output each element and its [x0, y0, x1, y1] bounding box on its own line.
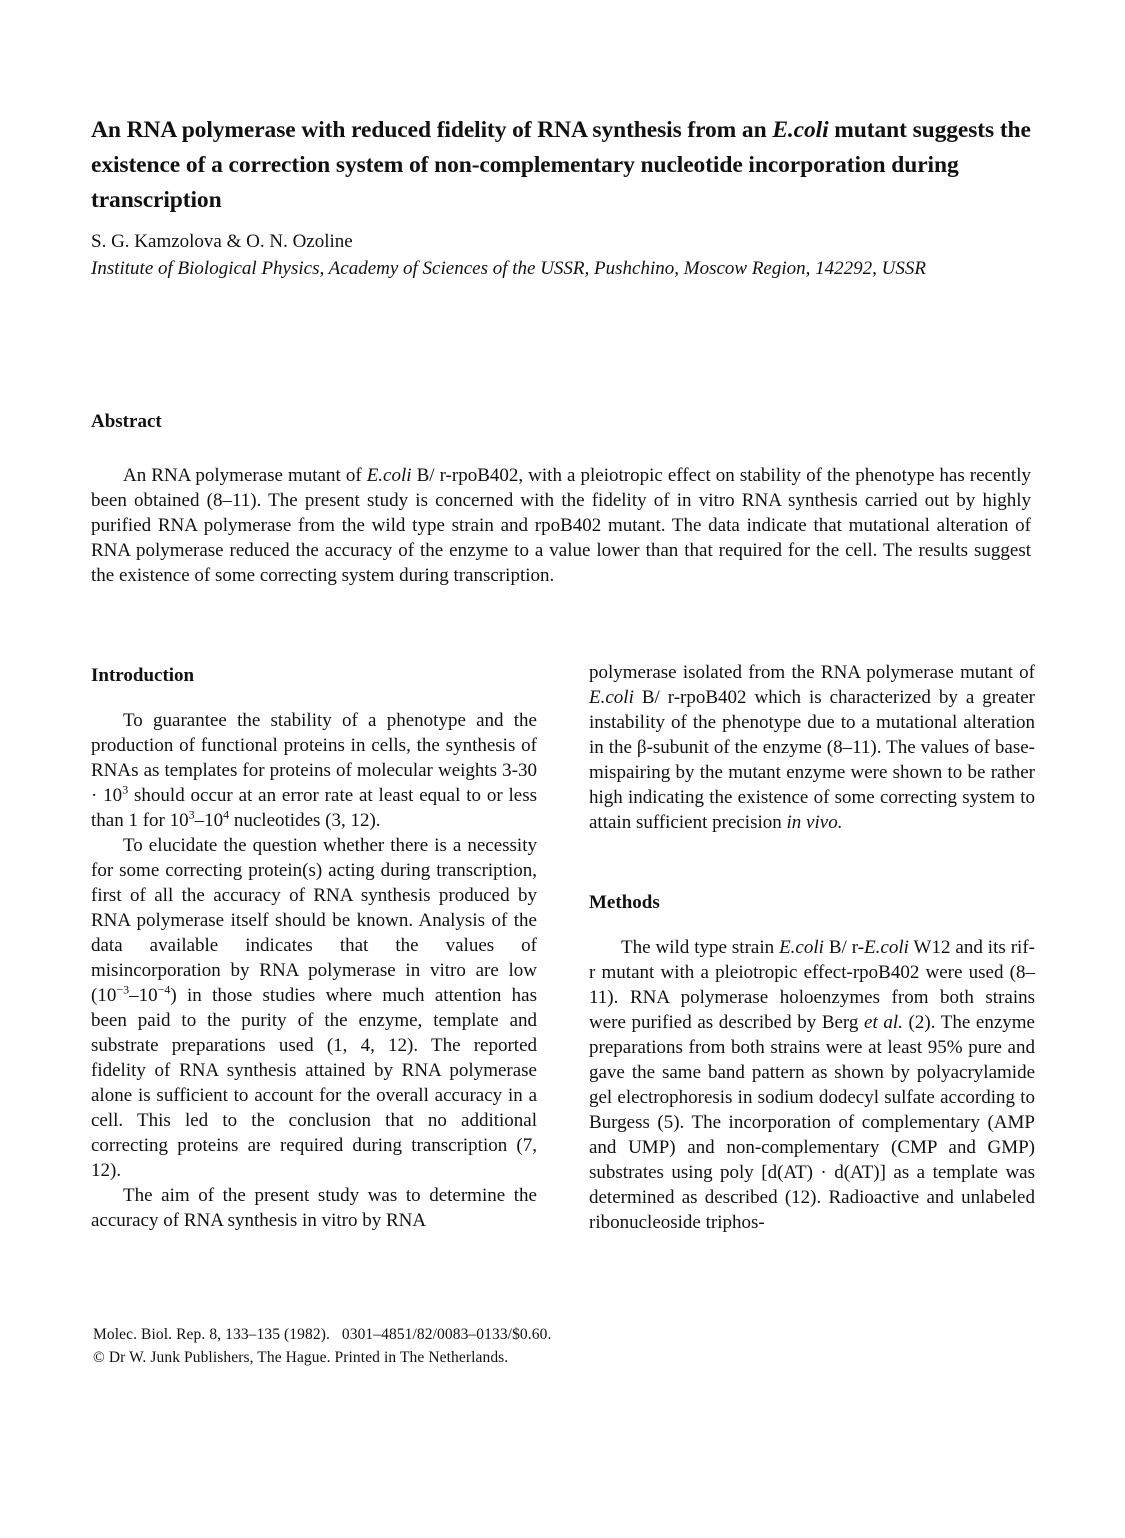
intro-paragraph-1: [91, 708, 537, 833]
right-column: [589, 660, 1035, 1235]
intro-paragraph-2: [91, 833, 537, 1183]
methods-etal: et al.: [864, 1012, 903, 1033]
intro-p1-b: should occur at an error rate at least equal to or less than 1 for 10: [91, 785, 538, 831]
abstract-text-b: B/ r-rpoB402, with a pleiotropic effect on stability of the phenotype has recently been obtained (8–11). The present study is concerned with the fidelity of in vitro RNA synthesis carried out by highly purified RNA polymerase from the wild type strain and rpoB402 mutant. The data indicate that mutational alteration of RNA polymerase reduced the accuracy of the enzyme to a value lower than that required for the cell. The results suggest the existence of some correcting system during transcription.: [91, 465, 1031, 586]
intro-p3c-invivo: in vivo.: [786, 812, 843, 833]
abstract-text-a: An RNA polymerase mutant of: [123, 465, 367, 486]
introduction-heading: Introduction: [91, 665, 195, 686]
intro-p2-sup1: −3: [116, 982, 130, 997]
intro-p1-a: To guarantee the stability of a phenotype and the production of functional proteins in cells, the synthesis of RNAs as templates for proteins of molecular weights 3-30 · 10: [91, 710, 537, 806]
title-text-1: An RNA polymerase with reduced fidelity of RNA synthesis from an: [91, 117, 773, 143]
methods-p1-b: B/ r-: [823, 937, 865, 958]
section-gap: [589, 835, 1035, 887]
authors: S. G. Kamzolova & O. N. Ozoline: [91, 231, 353, 252]
intro-p2-a: To elucidate the question whether there is a necessity for some correcting protein(s) acting during transcription, first of all the accuracy of RNA synthesis produced by RNA polymerase itself should be known. Analysis of the data available indicates that the values of misincorporation by RNA polymerase in vitro are low (10: [91, 835, 537, 1006]
intro-paragraph-3: The aim of the present study was to determine the accuracy of RNA synthesis in vitro by RNA: [91, 1185, 537, 1231]
abstract-text: [91, 463, 1031, 588]
methods-species-2: E.coli: [864, 937, 909, 958]
methods-p1-a: The wild type strain: [621, 937, 780, 958]
intro-p2-b: –10: [129, 985, 158, 1006]
intro-p1-sup3: 4: [223, 807, 230, 822]
title-species: E.coli: [772, 117, 829, 143]
intro-p1-sup1: 3: [122, 782, 129, 797]
intro-p2-sup2: −4: [157, 982, 171, 997]
methods-p1-c: W12 and its rif-r mutant with a pleiotropic effect-rpoB402 were used (8–11). RNA polymerase holoenzymes from both strains were purified as described by Berg: [589, 937, 1035, 1033]
footer-citation: Molec. Biol. Rep. 8, 133–135 (1982). 0301–4851/82/0083–0133/$0.60.: [93, 1326, 552, 1343]
article-title: [91, 113, 1036, 218]
intro-p2-c: ) in those studies where much attention has been paid to the purity of the enzyme, template and substrate preparations used (1, 4, 12). The reported fidelity of RNA synthesis attained by RNA polymerase alone is sufficient to account for the overall accuracy in a cell. This led to the conclusion that no additional correcting proteins are required during transcription (7, 12).: [91, 985, 537, 1181]
affiliation: Institute of Biological Physics, Academy of Sciences of the USSR, Pushchino, Moscow Region, 142292, USSR: [91, 258, 926, 279]
methods-heading: Methods: [589, 892, 660, 913]
footer-publisher: © Dr W. Junk Publishers, The Hague. Printed in The Netherlands.: [93, 1349, 509, 1366]
methods-species-1: E.coli: [779, 937, 824, 958]
abstract-species: E.coli: [366, 465, 412, 486]
methods-paragraph-1: [589, 935, 1035, 1235]
title-text-2: mutant suggests the existence of a correction system of non-complementary nucleotide incorporation during transcription: [91, 117, 1031, 213]
intro-p1-d: nucleotides (3, 12).: [229, 810, 381, 831]
intro-p3c-a: polymerase isolated from the RNA polymerase mutant of: [589, 662, 1035, 683]
footer: [93, 1323, 551, 1369]
intro-p1-c: –10: [194, 810, 224, 831]
intro-p3c-species: E.coli: [589, 687, 634, 708]
methods-p1-d: (2). The enzyme preparations from both strains were at least 95% pure and gave the same band pattern as shown by polyacrylamide gel electrophoresis in sodium dodecyl sulfate according to Burgess (5). The incorporation of complementary (AMP and UMP) and non-complementary (CMP and GMP) substrates using poly [d(AT) · d(AT)] as a template was determined as described (12). Radioactive and unlabeled ribonucleoside triphos-: [589, 1012, 1035, 1233]
left-column: [91, 660, 537, 1233]
intro-p3c-b: B/ r-rpoB402 which is characterized by a greater instability of the phenotype due to a mutational alteration in the β-subunit of the enzyme (8–11). The values of base-mispairing by the mutant enzyme were shown to be rather high indicating the existence of some correcting system to attain sufficient precision: [589, 687, 1035, 833]
intro-paragraph-3-continued: [589, 660, 1035, 835]
intro-p1-sup2: 3: [188, 807, 195, 822]
abstract-heading: Abstract: [91, 411, 162, 432]
